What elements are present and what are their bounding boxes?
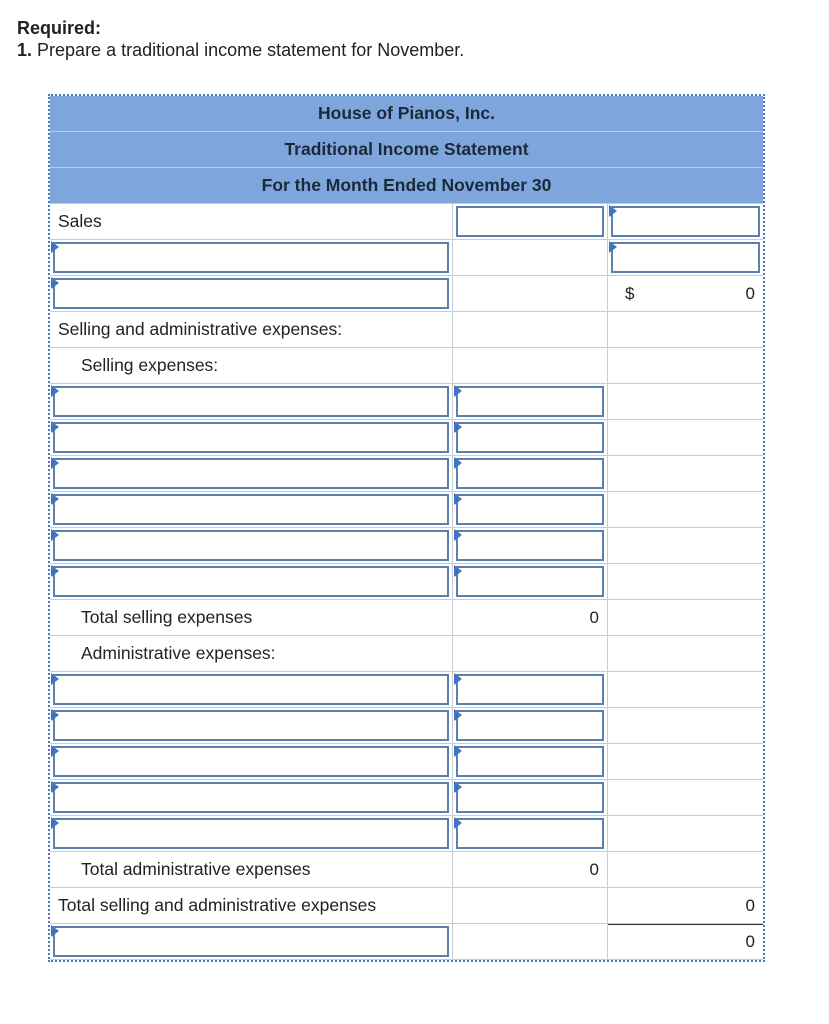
dollar-sign: $ [625, 283, 635, 303]
admin-expenses-label: Administrative expenses: [81, 643, 276, 663]
amount-input[interactable] [456, 674, 604, 705]
dropdown-flag-icon [51, 529, 59, 541]
sga-heading-row [50, 312, 763, 348]
dropdown-flag-icon [51, 565, 59, 577]
dropdown-flag-icon [609, 241, 617, 253]
account-select[interactable] [53, 782, 449, 813]
amount-input[interactable] [456, 530, 604, 561]
total-sga-value: 0 [745, 895, 755, 915]
selling-expense-row [50, 456, 763, 492]
sales-amount-input[interactable] [611, 206, 760, 237]
dropdown-flag-icon [454, 529, 462, 541]
amount-input[interactable] [456, 422, 604, 453]
net-operating-income-value: 0 [745, 932, 755, 951]
account-select[interactable] [53, 242, 449, 273]
amount-input[interactable] [456, 386, 604, 417]
account-select[interactable] [53, 674, 449, 705]
amount-input[interactable] [456, 710, 604, 741]
instruction-number: 1. [17, 40, 33, 60]
account-select[interactable] [53, 494, 449, 525]
gross-margin-value: 0 [745, 283, 755, 303]
gross-margin-row [50, 276, 763, 312]
dropdown-flag-icon [51, 673, 59, 685]
dropdown-flag-icon [454, 421, 462, 433]
dropdown-flag-icon [51, 709, 59, 721]
selling-expenses-label: Selling expenses: [81, 355, 219, 375]
dropdown-flag-icon [51, 241, 59, 253]
statement-period: For the Month Ended November 30 [50, 168, 763, 204]
dropdown-flag-icon [454, 781, 462, 793]
total-admin-value: 0 [589, 859, 599, 879]
admin-expense-row [50, 816, 763, 852]
dropdown-flag-icon [51, 421, 59, 433]
account-select[interactable] [53, 422, 449, 453]
total-admin-label: Total administrative expenses [81, 859, 311, 879]
account-select[interactable] [53, 278, 449, 309]
dropdown-flag-icon [51, 457, 59, 469]
total-selling-label: Total selling expenses [81, 607, 253, 627]
company-name: House of Pianos, Inc. [50, 96, 763, 132]
dropdown-flag-icon [454, 385, 462, 397]
amount-input[interactable] [456, 566, 604, 597]
net-operating-income-row [50, 924, 763, 960]
account-select[interactable] [53, 566, 449, 597]
amount-input[interactable] [456, 494, 604, 525]
dropdown-flag-icon [51, 277, 59, 289]
cost-amount-input[interactable] [611, 242, 760, 273]
selling-expense-row [50, 564, 763, 600]
dropdown-flag-icon [51, 385, 59, 397]
admin-expense-row [50, 672, 763, 708]
cost-row [50, 240, 763, 276]
admin-expense-row [50, 708, 763, 744]
amount-input[interactable] [456, 818, 604, 849]
amount-input[interactable] [456, 746, 604, 777]
sales-amount-input-col2[interactable] [456, 206, 604, 237]
total-selling-value: 0 [589, 607, 599, 627]
account-select[interactable] [53, 530, 449, 561]
account-select[interactable] [53, 926, 449, 957]
total-sga-label: Total selling and administrative expenses [58, 895, 377, 915]
account-select[interactable] [53, 458, 449, 489]
account-select[interactable] [53, 386, 449, 417]
dropdown-flag-icon [454, 457, 462, 469]
selling-heading-row [50, 348, 763, 384]
income-statement-worksheet [48, 94, 765, 962]
dropdown-flag-icon [609, 205, 617, 217]
statement-title: Traditional Income Statement [50, 132, 763, 168]
total-sga-row [50, 888, 763, 924]
admin-heading-row [50, 636, 763, 672]
dropdown-flag-icon [454, 745, 462, 757]
admin-expense-row [50, 744, 763, 780]
sales-row [50, 204, 763, 240]
dropdown-flag-icon [51, 817, 59, 829]
selling-expense-row [50, 420, 763, 456]
total-selling-row [50, 600, 763, 636]
dropdown-flag-icon [454, 493, 462, 505]
dropdown-flag-icon [51, 925, 59, 937]
selling-expense-row [50, 384, 763, 420]
account-select[interactable] [53, 818, 449, 849]
total-admin-row [50, 852, 763, 888]
account-select[interactable] [53, 710, 449, 741]
selling-expense-row [50, 528, 763, 564]
dropdown-flag-icon [51, 781, 59, 793]
dropdown-flag-icon [454, 565, 462, 577]
account-select[interactable] [53, 746, 449, 777]
amount-input[interactable] [456, 782, 604, 813]
dropdown-flag-icon [454, 673, 462, 685]
required-title: Required: [17, 18, 102, 38]
instruction-text: Prepare a traditional income statement for November. [37, 40, 465, 60]
sga-label: Selling and administrative expenses: [58, 319, 343, 339]
selling-expense-row [50, 492, 763, 528]
dropdown-flag-icon [454, 709, 462, 721]
dropdown-flag-icon [51, 745, 59, 757]
sales-label: Sales [58, 211, 102, 231]
amount-input[interactable] [456, 458, 604, 489]
dropdown-flag-icon [454, 817, 462, 829]
required-instruction-line [17, 40, 464, 61]
dropdown-flag-icon [51, 493, 59, 505]
admin-expense-row [50, 780, 763, 816]
